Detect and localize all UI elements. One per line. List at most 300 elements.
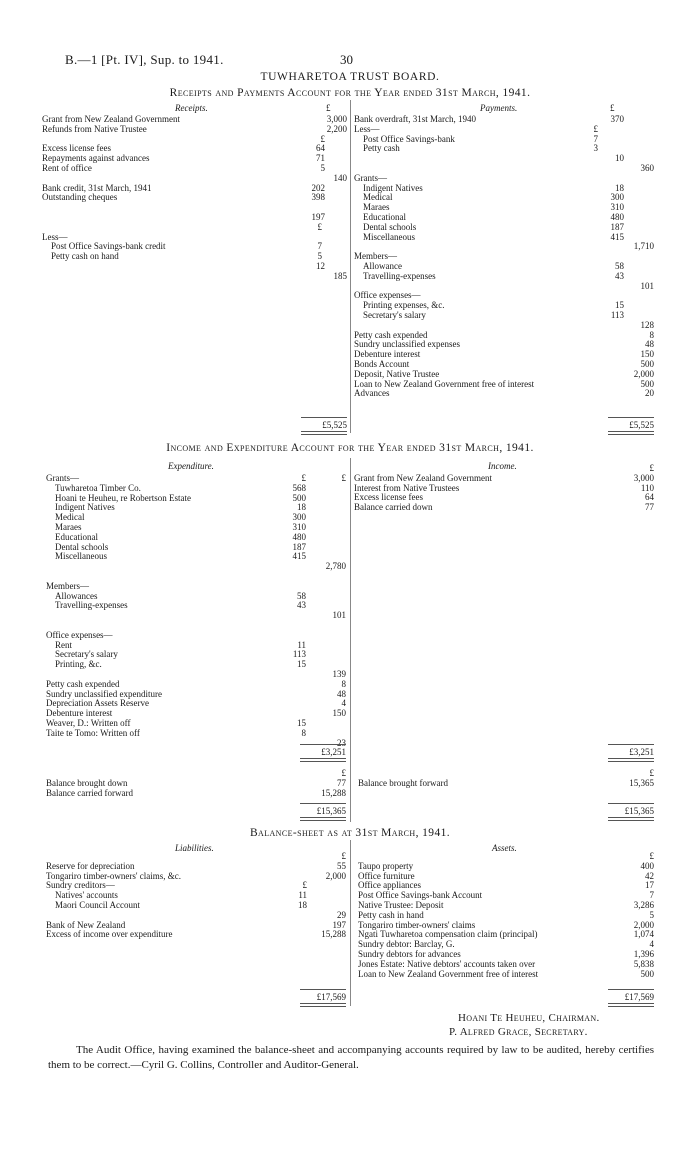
line-label: Medical xyxy=(354,192,393,203)
line-label: Sundry creditors— xyxy=(46,880,115,891)
total-rule xyxy=(300,744,346,745)
account-line xyxy=(358,949,654,959)
line-amount: 3,286 xyxy=(633,900,654,910)
account-line xyxy=(358,920,654,930)
line-amount: 139 xyxy=(332,669,346,679)
line-amount: 187 xyxy=(292,541,306,552)
line-label: Sundry debtors for advances xyxy=(358,949,461,959)
line-label: Sundry unclassified expenses xyxy=(354,339,460,350)
total-double-rule xyxy=(608,758,654,762)
line-label: Office furniture xyxy=(358,870,415,881)
line-amount: 500 xyxy=(640,359,654,369)
line-amount: 5 xyxy=(320,163,325,173)
account-line xyxy=(354,212,654,222)
line-label: Dental schools xyxy=(354,221,417,232)
line-amount: 310 xyxy=(610,202,624,213)
line-amount: £ xyxy=(593,123,598,134)
page-reference: B.—1 [Pt. IV], Sup. to 1941. xyxy=(65,52,224,67)
line-amount: 310 xyxy=(292,522,306,532)
account-line xyxy=(42,232,347,242)
account-line xyxy=(42,183,347,193)
column-divider xyxy=(350,840,351,1006)
line-amount: 5 xyxy=(317,251,322,262)
line-amount: 48 xyxy=(645,339,654,350)
line-amount: 64 xyxy=(645,492,654,503)
line-label: Educational xyxy=(46,531,98,542)
line-label: Less— xyxy=(42,231,68,242)
line-label: Reserve for depreciation xyxy=(46,860,135,871)
receipts-payments-title: Receipts and Payments Account for the Year ended 31st March, 1941. xyxy=(169,87,531,99)
line-amount: 77 xyxy=(645,502,654,513)
account-line xyxy=(354,290,654,300)
line-amount: 23 xyxy=(337,737,346,748)
line-amount: £ xyxy=(649,463,654,473)
account-line xyxy=(46,542,346,552)
line-label: Travelling-expenses xyxy=(354,270,436,281)
line-label: Native Trustee: Deposit xyxy=(358,900,444,910)
account-line xyxy=(358,778,654,788)
line-label: Rent xyxy=(46,639,72,650)
line-label: Taite te Tomo: Written off xyxy=(46,727,140,738)
line-label: Sundry debtor: Barclay, G. xyxy=(358,939,455,950)
account-line xyxy=(358,900,654,910)
account-line xyxy=(46,718,346,728)
line-amount: 43 xyxy=(297,600,306,611)
receipts-total: £5,525 xyxy=(322,420,347,430)
line-amount: 1,396 xyxy=(633,949,654,959)
line-amount: 15,288 xyxy=(321,929,346,940)
line-label: Less— xyxy=(354,123,380,134)
line-label: Travelling-expenses xyxy=(46,600,128,611)
account-line xyxy=(354,153,654,163)
line-amount: 480 xyxy=(292,531,306,542)
chairman-signature: Hoani Te Heuheu, Chairman. xyxy=(458,1012,600,1024)
total-double-rule xyxy=(608,1003,654,1007)
line-label: Grants— xyxy=(46,473,79,483)
line-amount: 3 xyxy=(593,143,598,154)
line-label: Interest from Native Trustees xyxy=(354,482,460,493)
line-label: Depreciation Assets Reserve xyxy=(46,698,149,709)
line-amount: 140 xyxy=(333,172,347,183)
line-amount: 15 xyxy=(297,659,306,670)
line-amount: 150 xyxy=(332,708,346,719)
total-rule xyxy=(300,803,346,804)
account-line xyxy=(354,163,654,173)
secretary-signature: P. Alfred Grace, Secretary. xyxy=(449,1026,588,1038)
line-label: Balance carried down xyxy=(354,502,433,513)
line-amount: 18 xyxy=(297,502,306,513)
line-label: Post Office Savings-bank xyxy=(354,133,455,144)
line-label: Grant from New Zealand Government xyxy=(354,472,492,483)
account-line xyxy=(358,861,654,871)
liabilities-total: £17,569 xyxy=(316,992,346,1002)
line-amount: 15,288 xyxy=(321,787,346,798)
account-line xyxy=(46,768,346,778)
account-line xyxy=(46,728,346,738)
total-rule xyxy=(608,989,654,990)
account-line xyxy=(46,532,346,542)
account-line xyxy=(46,890,346,900)
line-label: Grants— xyxy=(354,172,387,183)
total-rule xyxy=(608,803,654,804)
account-line xyxy=(46,512,346,522)
line-label: Petty cash xyxy=(354,143,400,154)
account-line xyxy=(42,134,347,144)
line-amount: 71 xyxy=(316,153,325,164)
total-rule xyxy=(608,417,654,418)
line-amount: 101 xyxy=(640,280,654,291)
line-amount: 11 xyxy=(298,890,307,901)
account-line xyxy=(46,851,346,861)
line-amount: 42 xyxy=(645,870,654,881)
balance-left-total: £15,365 xyxy=(316,806,346,816)
line-amount: 500 xyxy=(640,968,654,979)
line-amount: 8 xyxy=(649,329,654,340)
total-rule xyxy=(301,417,347,418)
line-amount: 15,365 xyxy=(629,777,654,788)
line-label: Ngati Tuwharetoa compensation claim (principal) xyxy=(358,929,538,940)
line-label: Office expenses— xyxy=(46,629,113,640)
line-label: Deposit, Native Trustee xyxy=(354,368,440,379)
audit-statement: The Audit Office, having examined the balance-sheet and accompanying accounts required by law to be audited, hereby certifies them to be correct.—Cyril G. Collins, Controller and Auditor-General. xyxy=(48,1044,654,1071)
line-amount: 4 xyxy=(341,698,346,709)
expenditure-total: £3,251 xyxy=(321,747,346,757)
account-line xyxy=(46,551,346,561)
account-line xyxy=(354,202,654,212)
account-line xyxy=(46,708,346,718)
line-label: Sundry unclassified expenditure xyxy=(46,688,162,699)
total-rule xyxy=(300,989,346,990)
receipts-heading: Receipts. xyxy=(175,103,208,113)
line-label: Miscellaneous xyxy=(354,231,415,242)
account-line xyxy=(46,571,346,581)
line-amount: £ xyxy=(301,473,306,483)
line-label: Office expenses— xyxy=(354,290,421,301)
line-amount: 300 xyxy=(610,192,624,203)
line-label: Allowances xyxy=(46,590,98,601)
account-line xyxy=(42,251,347,261)
line-amount: 202 xyxy=(311,182,325,193)
account-line xyxy=(358,880,654,890)
account-line xyxy=(42,261,347,271)
account-line xyxy=(46,649,346,659)
line-amount: 5 xyxy=(649,909,654,920)
line-label: Hoani te Heuheu, re Robertson Estate xyxy=(46,492,191,503)
account-line xyxy=(354,251,654,261)
line-amount: 128 xyxy=(640,319,654,330)
line-label: Rent of office xyxy=(42,163,92,173)
line-amount: £ xyxy=(341,473,346,483)
account-line xyxy=(354,463,654,473)
line-label: Medical xyxy=(46,512,85,523)
line-amount: 18 xyxy=(615,182,624,193)
account-line xyxy=(46,522,346,532)
line-label: Loan to New Zealand Government free of interest xyxy=(354,378,535,389)
line-label: Secretary's salary xyxy=(354,310,426,320)
line-label: Tongariro timber-owners' claims, &c. xyxy=(46,870,182,881)
account-line xyxy=(354,379,654,389)
account-line xyxy=(354,183,654,193)
line-amount: 58 xyxy=(297,590,306,601)
account-line xyxy=(354,300,654,310)
line-amount: 415 xyxy=(292,551,306,562)
account-line xyxy=(46,600,346,610)
account-line xyxy=(42,153,347,163)
line-amount: 58 xyxy=(615,261,624,271)
account-line xyxy=(358,871,654,881)
line-label: Natives' accounts xyxy=(46,890,118,901)
line-label: Balance brought forward xyxy=(358,777,448,788)
account-line xyxy=(46,610,346,620)
line-label: Maraes xyxy=(354,202,390,213)
account-line xyxy=(354,173,654,183)
line-amount: 197 xyxy=(311,212,325,222)
line-amount: 43 xyxy=(615,270,624,281)
line-amount: £ xyxy=(317,221,322,232)
account-line xyxy=(42,114,347,124)
account-line xyxy=(354,349,654,359)
account-line xyxy=(46,929,346,939)
account-line xyxy=(46,880,346,890)
line-amount: 185 xyxy=(333,270,347,281)
account-line xyxy=(46,493,346,503)
line-label: Petty cash on hand xyxy=(42,251,119,262)
page-number: 30 xyxy=(340,52,353,67)
account-line xyxy=(354,241,654,251)
liabilities-heading: Liabilities. xyxy=(175,843,214,853)
line-amount: 187 xyxy=(610,221,624,232)
line-label: Petty cash in hand xyxy=(358,909,424,920)
line-amount: 1,710 xyxy=(633,241,654,252)
line-label: Tongariro timber-owners' claims xyxy=(358,919,476,930)
line-amount: 3,000 xyxy=(326,114,347,124)
total-double-rule xyxy=(300,1003,346,1007)
account-line xyxy=(354,320,654,330)
account-line xyxy=(46,640,346,650)
line-label: Petty cash expended xyxy=(46,678,120,689)
account-line xyxy=(354,310,654,320)
account-line xyxy=(354,473,654,483)
account-line xyxy=(46,920,346,930)
line-amount: 500 xyxy=(640,378,654,389)
line-label: Printing, &c. xyxy=(46,659,102,670)
line-label: Jones Estate: Native debtors' accounts taken over xyxy=(358,958,536,969)
account-line xyxy=(42,271,347,281)
total-double-rule xyxy=(608,431,654,435)
line-label: Office appliances xyxy=(358,880,422,891)
account-line xyxy=(358,768,654,778)
line-amount: 300 xyxy=(292,512,306,523)
line-label: Indigent Natives xyxy=(46,502,115,513)
account-line xyxy=(42,173,347,183)
line-label: Repayments against advances xyxy=(42,153,150,164)
column-divider xyxy=(350,458,351,822)
line-amount: 7 xyxy=(317,241,322,252)
account-line xyxy=(354,261,654,271)
line-amount: 4 xyxy=(649,939,654,950)
line-amount: £ xyxy=(649,768,654,778)
line-amount: 197 xyxy=(332,919,346,930)
account-line xyxy=(358,910,654,920)
line-amount: 5,838 xyxy=(633,958,654,969)
expenditure-heading: Expenditure. xyxy=(168,461,214,471)
account-line xyxy=(46,581,346,591)
line-label: Excess of income over expenditure xyxy=(46,929,173,940)
line-label: Weaver, D.: Written off xyxy=(46,718,131,728)
payments-heading: Payments. xyxy=(480,103,518,113)
account-line xyxy=(42,202,347,212)
account-line xyxy=(354,143,654,153)
account-line xyxy=(46,900,346,910)
line-label: Grant from New Zealand Government xyxy=(42,114,180,124)
line-amount: 2,780 xyxy=(325,561,346,572)
assets-heading: Assets. xyxy=(492,843,517,853)
balance-right-total: £15,365 xyxy=(624,806,654,816)
account-line xyxy=(354,271,654,281)
line-label: Debenture interest xyxy=(354,349,421,360)
line-amount: 2,000 xyxy=(633,368,654,379)
payments-total: £5,525 xyxy=(629,420,654,430)
account-line xyxy=(354,339,654,349)
line-amount: 480 xyxy=(610,212,624,222)
line-amount: 7 xyxy=(649,890,654,901)
account-line xyxy=(46,698,346,708)
column-divider xyxy=(350,100,351,433)
account-line xyxy=(46,659,346,669)
account-line xyxy=(354,502,654,512)
line-label: Miscellaneous xyxy=(46,551,107,562)
account-line xyxy=(354,359,654,369)
line-amount: 113 xyxy=(610,310,624,320)
line-label: Balance brought down xyxy=(46,777,128,788)
account-line xyxy=(358,890,654,900)
total-double-rule xyxy=(300,758,346,762)
account-line xyxy=(46,620,346,630)
line-amount: 11 xyxy=(297,639,306,650)
account-line xyxy=(46,861,346,871)
line-label: Refunds from Native Trustee xyxy=(42,123,147,134)
account-line xyxy=(354,330,654,340)
line-label: Petty cash expended xyxy=(354,329,428,340)
line-label: Dental schools xyxy=(46,541,109,552)
account-line xyxy=(42,212,347,222)
line-amount: 64 xyxy=(316,143,325,154)
line-label: Bank of New Zealand xyxy=(46,919,126,930)
line-amount: 10 xyxy=(615,153,624,164)
account-line xyxy=(46,788,346,798)
line-label: Printing expenses, &c. xyxy=(354,300,445,311)
line-label: Allowance xyxy=(354,261,402,271)
account-line xyxy=(354,192,654,202)
account-line xyxy=(358,959,654,969)
account-line xyxy=(46,669,346,679)
line-amount: 48 xyxy=(337,688,346,699)
total-rule xyxy=(608,744,654,745)
line-label: Excess license fees xyxy=(42,143,111,154)
account-line xyxy=(46,483,346,493)
line-label: Outstanding cheques xyxy=(42,192,118,203)
line-amount: 18 xyxy=(298,900,307,910)
account-line xyxy=(46,473,346,483)
account-line xyxy=(42,241,347,251)
payments-currency: £ xyxy=(610,103,615,113)
account-line xyxy=(354,222,654,232)
line-amount: 77 xyxy=(337,777,346,788)
account-line xyxy=(46,561,346,571)
line-amount: 20 xyxy=(645,388,654,399)
line-label: Maori Council Account xyxy=(46,900,140,910)
line-amount: 12 xyxy=(316,261,325,271)
line-label: Debenture interest xyxy=(46,708,113,719)
line-amount: 398 xyxy=(311,192,325,203)
line-amount: 29 xyxy=(337,909,346,920)
line-amount: 2,000 xyxy=(633,919,654,930)
line-label: Bank overdraft, 31st March, 1940 xyxy=(354,114,476,124)
line-amount: 360 xyxy=(640,163,654,173)
line-label: Tuwharetoa Timber Co. xyxy=(46,482,141,493)
line-label: Secretary's salary xyxy=(46,649,118,660)
account-line xyxy=(42,222,347,232)
assets-total: £17,569 xyxy=(624,992,654,1002)
account-line xyxy=(354,483,654,493)
line-amount: 8 xyxy=(301,727,306,738)
line-label: Members— xyxy=(354,251,397,262)
total-double-rule xyxy=(608,817,654,821)
account-line xyxy=(358,929,654,939)
line-label: Advances xyxy=(354,388,390,399)
account-line xyxy=(46,591,346,601)
line-label: Bonds Account xyxy=(354,359,410,369)
line-label: Bank credit, 31st March, 1941 xyxy=(42,182,152,193)
line-label: Loan to New Zealand Government free of interest xyxy=(358,968,539,979)
line-label: Indigent Natives xyxy=(354,182,423,193)
line-amount: 110 xyxy=(640,482,654,493)
line-amount: £ xyxy=(341,851,346,861)
line-amount: £ xyxy=(320,133,325,144)
income-expenditure-title: Income and Expenditure Account for the Year ended 31st March, 1941. xyxy=(166,442,534,454)
line-amount: 500 xyxy=(292,492,306,503)
account-line xyxy=(354,388,654,398)
account-line xyxy=(46,910,346,920)
income-total: £3,251 xyxy=(629,747,654,757)
account-line xyxy=(46,630,346,640)
line-amount: £ xyxy=(341,768,346,778)
line-amount: 7 xyxy=(593,133,598,144)
line-amount: 415 xyxy=(610,231,624,242)
line-amount: 113 xyxy=(292,649,306,660)
line-amount: 370 xyxy=(610,114,624,124)
line-amount: 15 xyxy=(615,300,624,311)
account-line xyxy=(358,939,654,949)
line-amount: 3,000 xyxy=(633,472,654,483)
line-label: Post Office Savings-bank Account xyxy=(358,890,483,901)
line-amount: 17 xyxy=(645,880,654,891)
line-label: Maraes xyxy=(46,522,82,532)
income-heading: Income. xyxy=(488,461,517,471)
line-label: Educational xyxy=(354,212,406,222)
account-line xyxy=(46,778,346,788)
account-line xyxy=(46,689,346,699)
line-amount: 101 xyxy=(332,610,346,621)
line-label: Post Office Savings-bank credit xyxy=(42,241,166,252)
account-line xyxy=(354,114,654,124)
line-amount: 568 xyxy=(292,482,306,493)
account-line xyxy=(354,124,654,134)
account-line xyxy=(42,124,347,134)
account-line xyxy=(354,369,654,379)
account-line xyxy=(354,134,654,144)
line-amount: 15 xyxy=(297,718,306,728)
